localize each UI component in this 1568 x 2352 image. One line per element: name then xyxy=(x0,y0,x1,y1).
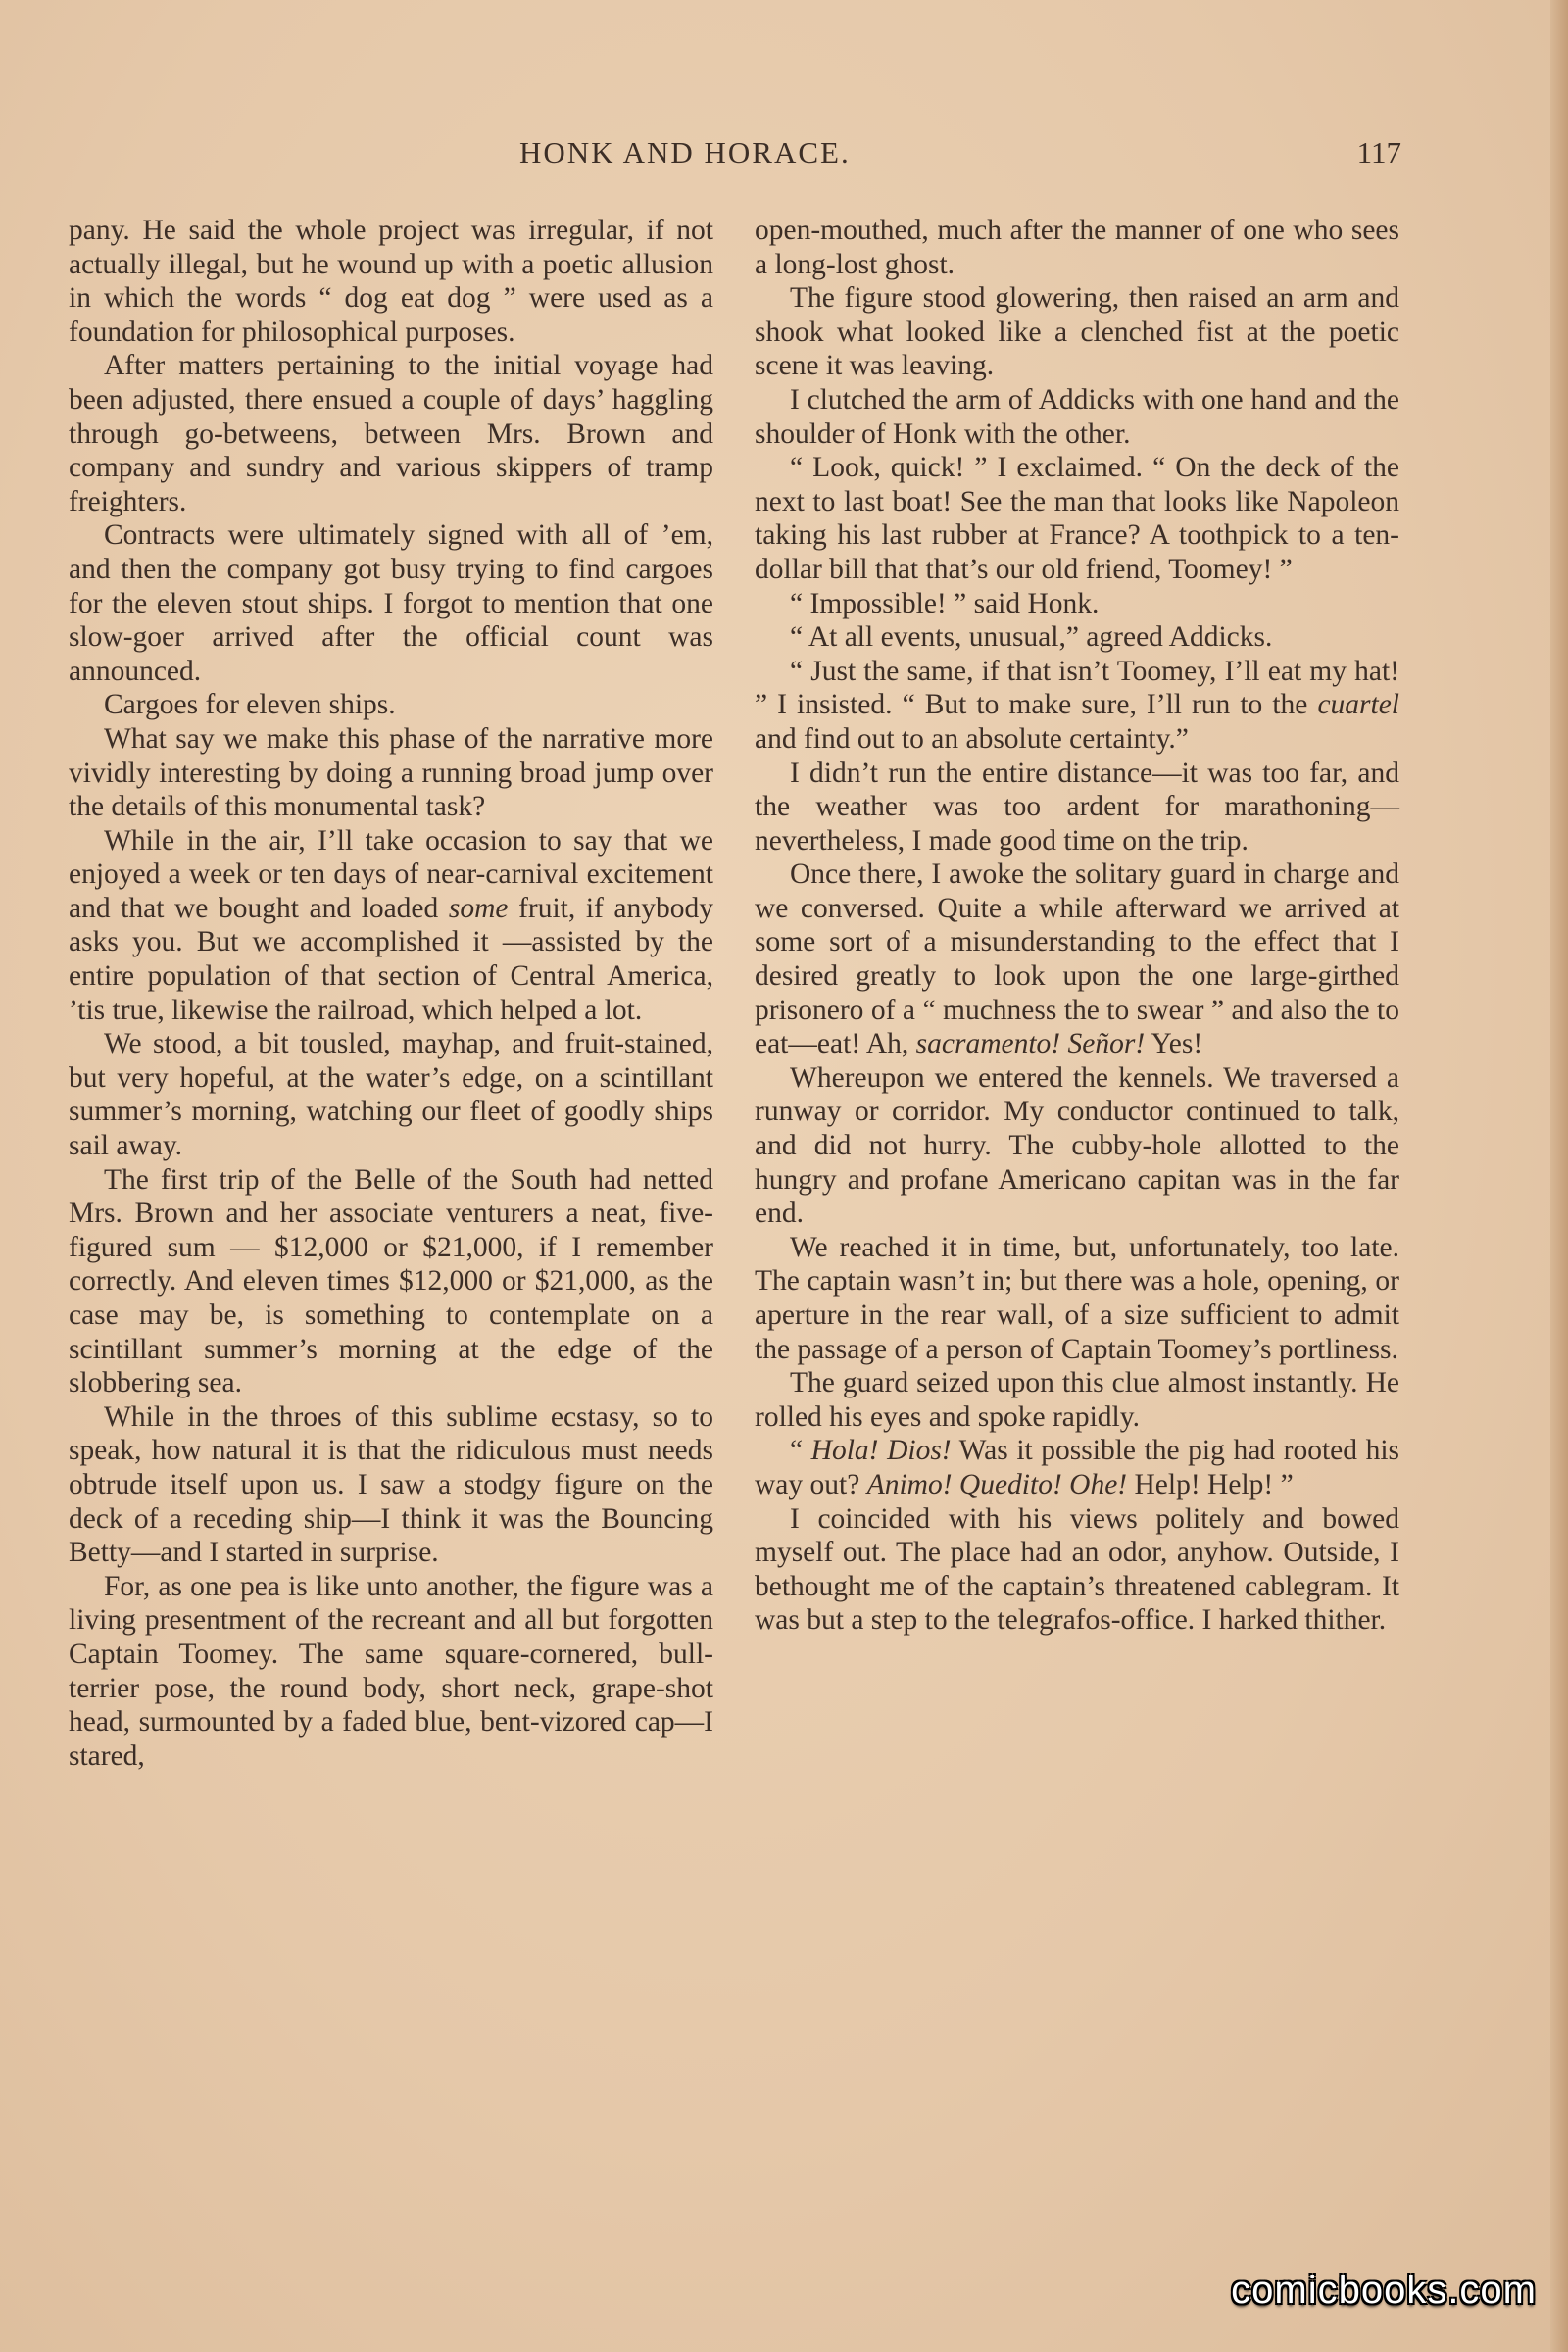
paragraph: The first trip of the Belle of the South had netted Mrs. Brown and her associate venturers a neat, five-figured sum — $12,000 or $21,000, if I remember correctly. And eleven times $12,000 or $21,000, as the case may be, is something to contemplate on a scintillant summer’s morning at the edge of the slobbering sea. xyxy=(69,1163,713,1399)
paragraph: We reached it in time, but, unfortunately, too late. The captain wasn’t in; but there was a hole, opening, or aperture in the rear wall, of a size sufficient to admit the passage of a person of Captain Toomey’s portliness. xyxy=(755,1231,1399,1365)
page-edge xyxy=(1550,0,1568,2352)
paragraph: Contracts were ultimately signed with all of ’em, and then the company got busy trying to find cargoes for the eleven stout ships. I forgot to mention that one slow-goer arrived after the official count was announced. xyxy=(69,519,713,687)
left-text-column xyxy=(69,214,713,1773)
running-title: HONK AND HORACE. xyxy=(519,135,851,170)
source-watermark: comicbooks.com xyxy=(1231,2269,1537,2312)
paragraph: What say we make this phase of the narrative more vividly interesting by doing a running broad jump over the details of this monumental task? xyxy=(69,722,713,823)
right-text-column xyxy=(755,214,1399,1638)
paragraph: I coincided with his views politely and bowed myself out. The place had an odor, anyhow. Outside, I bethought me of the captain’s threatened cablegram. It was but a step to the telegrafos-office. I harked thither. xyxy=(755,1502,1399,1637)
paragraph: I didn’t run the entire distance—it was too far, and the weather was too ardent for marathoning—nevertheless, I made good time on the trip. xyxy=(755,757,1399,857)
paragraph: Once there, I awoke the solitary guard in charge and we conversed. Quite a while afterward we arrived at some sort of a misunderstanding to the effect that I desired greatly to look upon the one large-girthed prisonero of a “ muchness the to swear ” and also the to eat—eat! Ah, sacramento! Señor! Yes! xyxy=(755,858,1399,1060)
paragraph: “ Look, quick! ” I exclaimed. “ On the deck of the next to last boat! See the man that looks like Napoleon taking his last rubber at France? A toothpick to a ten-dollar bill that that’s our old friend, Toomey! ” xyxy=(755,452,1399,585)
paragraph: While in the throes of this sublime ecstasy, so to speak, how natural it is that the ridiculous must needs obtrude itself upon us. I saw a stodgy figure on the deck of a receding ship—I think it was the Bouncing Betty—and I started in surprise. xyxy=(69,1400,713,1569)
page-number: 117 xyxy=(1356,135,1401,170)
paragraph: “ Impossible! ” said Honk. xyxy=(790,587,1100,619)
paragraph: I clutched the arm of Addicks with one hand and the shoulder of Honk with the other. xyxy=(755,383,1399,450)
paragraph: Cargoes for eleven ships. xyxy=(104,689,396,721)
paragraph: “ Hola! Dios! Was it possible the pig had rooted his way out? Animo! Quedito! Ohe! Help! Help! ” xyxy=(755,1435,1399,1500)
paragraph: pany. He said the whole project was irregular, if not actually illegal, but he wound up with a poetic allusion in which the words “ dog eat dog ” were used as a foundation for philosophical purposes. xyxy=(69,215,713,348)
paragraph: Whereupon we entered the kennels. We traversed a runway or corridor. My conductor continued to talk, and did not hurry. The cubby-hole allotted to the hungry and profane Americano capitan was in the far end. xyxy=(755,1061,1399,1230)
paragraph: We stood, a bit tousled, mayhap, and fruit-stained, but very hopeful, at the water’s edge, on a scintillant summer’s morning, watching our fleet of goodly ships sail away. xyxy=(69,1028,713,1162)
paragraph: While in the air, I’ll take occasion to say that we enjoyed a week or ten days of near-carnival excitement and that we bought and loaded some fruit, if anybody asks you. But we accomplished it —assisted by the entire population of that section of Central America, ’tis true, likewise the railroad, which helped a lot. xyxy=(69,824,714,1026)
paragraph: “ Just the same, if that isn’t Toomey, I’ll eat my hat! ” I insisted. “ But to make sure, I’ll run to the cuartel and find out to an absolute certainty.” xyxy=(755,655,1399,755)
paragraph: For, as one pea is like unto another, the figure was a living presentment of the recreant and all but forgotten Captain Toomey. The same square-cornered, bull-terrier pose, the round body, short neck, grape-shot head, surmounted by a faded blue, bent-vizored cap—I stared, xyxy=(69,1570,713,1772)
paragraph: “ At all events, unusual,” agreed Addicks. xyxy=(790,621,1273,654)
paragraph: The figure stood glowering, then raised an arm and shook what looked like a clenched fist at the poetic scene it was leaving. xyxy=(755,282,1399,382)
paragraph: After matters pertaining to the initial voyage had been adjusted, there ensued a couple of days’ haggling through go-betweens, between Mrs. Brown and company and sundry and various skippers of tramp freighters. xyxy=(69,350,713,517)
paragraph: The guard seized upon this clue almost instantly. He rolled his eyes and spoke rapidly. xyxy=(755,1367,1399,1433)
paragraph: open-mouthed, much after the manner of one who sees a long-lost ghost. xyxy=(755,215,1399,280)
page-header xyxy=(69,135,1401,174)
